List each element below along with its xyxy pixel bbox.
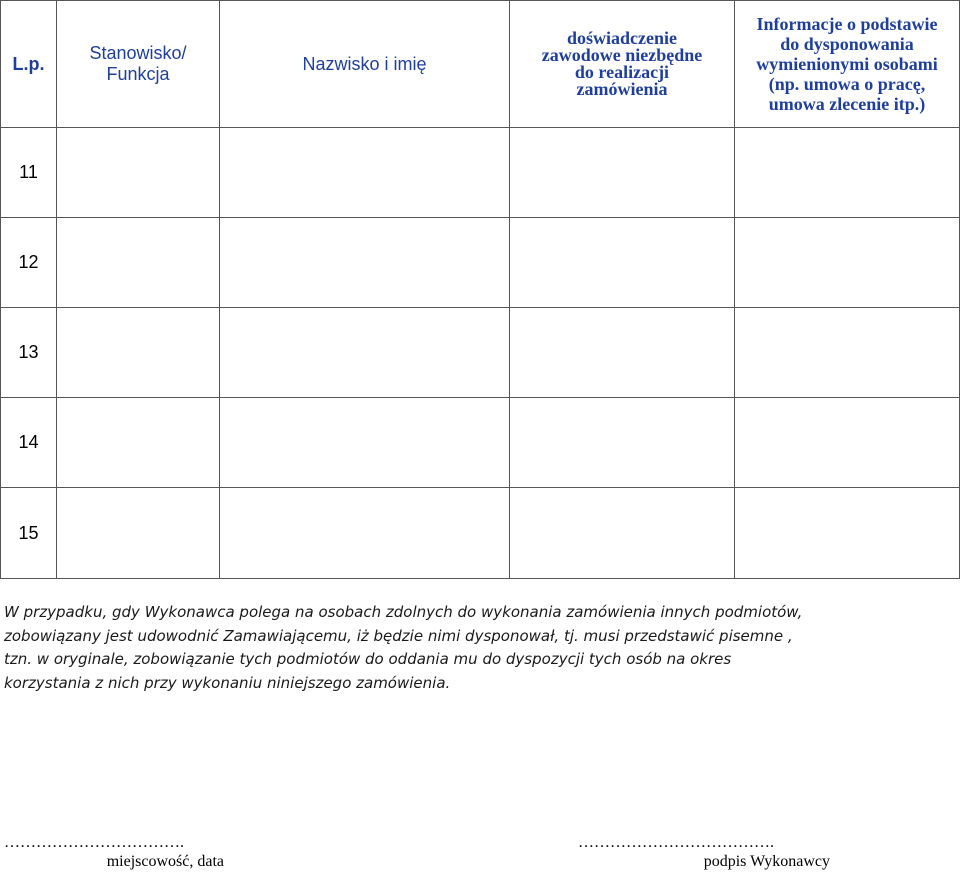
header-position-line: Stanowisko/	[89, 43, 187, 63]
signature-place-date-dots: …………………………….	[4, 834, 184, 851]
header-experience-line: doświadczenie	[567, 28, 677, 48]
row-position-cell	[57, 128, 220, 218]
header-name: Nazwisko i imię	[220, 1, 510, 128]
row-basis-cell	[735, 488, 960, 579]
signature-contractor	[578, 835, 888, 873]
row-experience-cell	[510, 218, 735, 308]
row-position-cell	[57, 398, 220, 488]
row-experience-cell	[510, 308, 735, 398]
signature-contractor-dots: ……………………………….	[578, 834, 774, 851]
row-lp: 11	[1, 128, 57, 218]
header-basis-line: (np. umowa o pracę,	[768, 74, 926, 94]
note-line: korzystania z nich przy wykonaniu niniejszego zamówienia.	[4, 673, 451, 692]
row-position-cell	[57, 308, 220, 398]
row-name-cell	[220, 128, 510, 218]
row-lp: 12	[1, 218, 57, 308]
signature-place-date-label: miejscowość, data	[106, 853, 224, 870]
row-name-cell	[220, 218, 510, 308]
row-lp: 15	[1, 488, 57, 579]
row-name-cell	[220, 308, 510, 398]
row-name-cell	[220, 488, 510, 579]
header-experience	[510, 1, 735, 128]
row-basis-cell	[735, 398, 960, 488]
header-basis-line: do dysponowania	[780, 34, 914, 54]
signature-contractor-label: podpis Wykonawcy	[703, 853, 830, 870]
table-header-row	[1, 1, 960, 128]
table-row	[1, 398, 960, 488]
row-basis-cell	[735, 308, 960, 398]
row-name-cell	[220, 398, 510, 488]
row-lp: 14	[1, 398, 57, 488]
header-position-line: Funkcja	[106, 64, 170, 84]
row-position-cell	[57, 488, 220, 579]
row-position-cell	[57, 218, 220, 308]
row-experience-cell	[510, 398, 735, 488]
header-experience-line: zamówienia	[576, 79, 668, 99]
signature-place-date	[4, 835, 240, 873]
header-lp: L.p.	[1, 1, 57, 128]
row-lp: 13	[1, 308, 57, 398]
header-experience-line: do realizacji	[574, 62, 670, 82]
note-line: zobowiązany jest udowodnić Zamawiającemu, iż będzie nimi dysponował, tj. musi przedstawić pisemne ,	[4, 626, 793, 645]
header-basis-line: Informacje o podstawie	[756, 14, 938, 34]
subcontractor-note	[4, 601, 954, 695]
table-row	[1, 308, 960, 398]
row-experience-cell	[510, 488, 735, 579]
row-experience-cell	[510, 128, 735, 218]
header-experience-line: zawodowe niezbędne	[541, 45, 703, 65]
row-basis-cell	[735, 128, 960, 218]
header-basis	[735, 1, 960, 128]
header-position	[57, 1, 220, 128]
table-row	[1, 218, 960, 308]
table-row	[1, 128, 960, 218]
note-line: tzn. w oryginale, zobowiązanie tych podmiotów do oddania mu do dyspozycji tych osób na okres	[4, 650, 732, 668]
header-basis-line: umowa zlecenie itp.)	[768, 94, 926, 114]
header-basis-line: wymienionymi osobami	[756, 54, 938, 74]
table-row	[1, 488, 960, 579]
note-line: W przypadku, gdy Wykonawca polega na osobach zdolnych do wykonania zamówienia innych podmiotów,	[4, 603, 803, 621]
row-basis-cell	[735, 218, 960, 308]
